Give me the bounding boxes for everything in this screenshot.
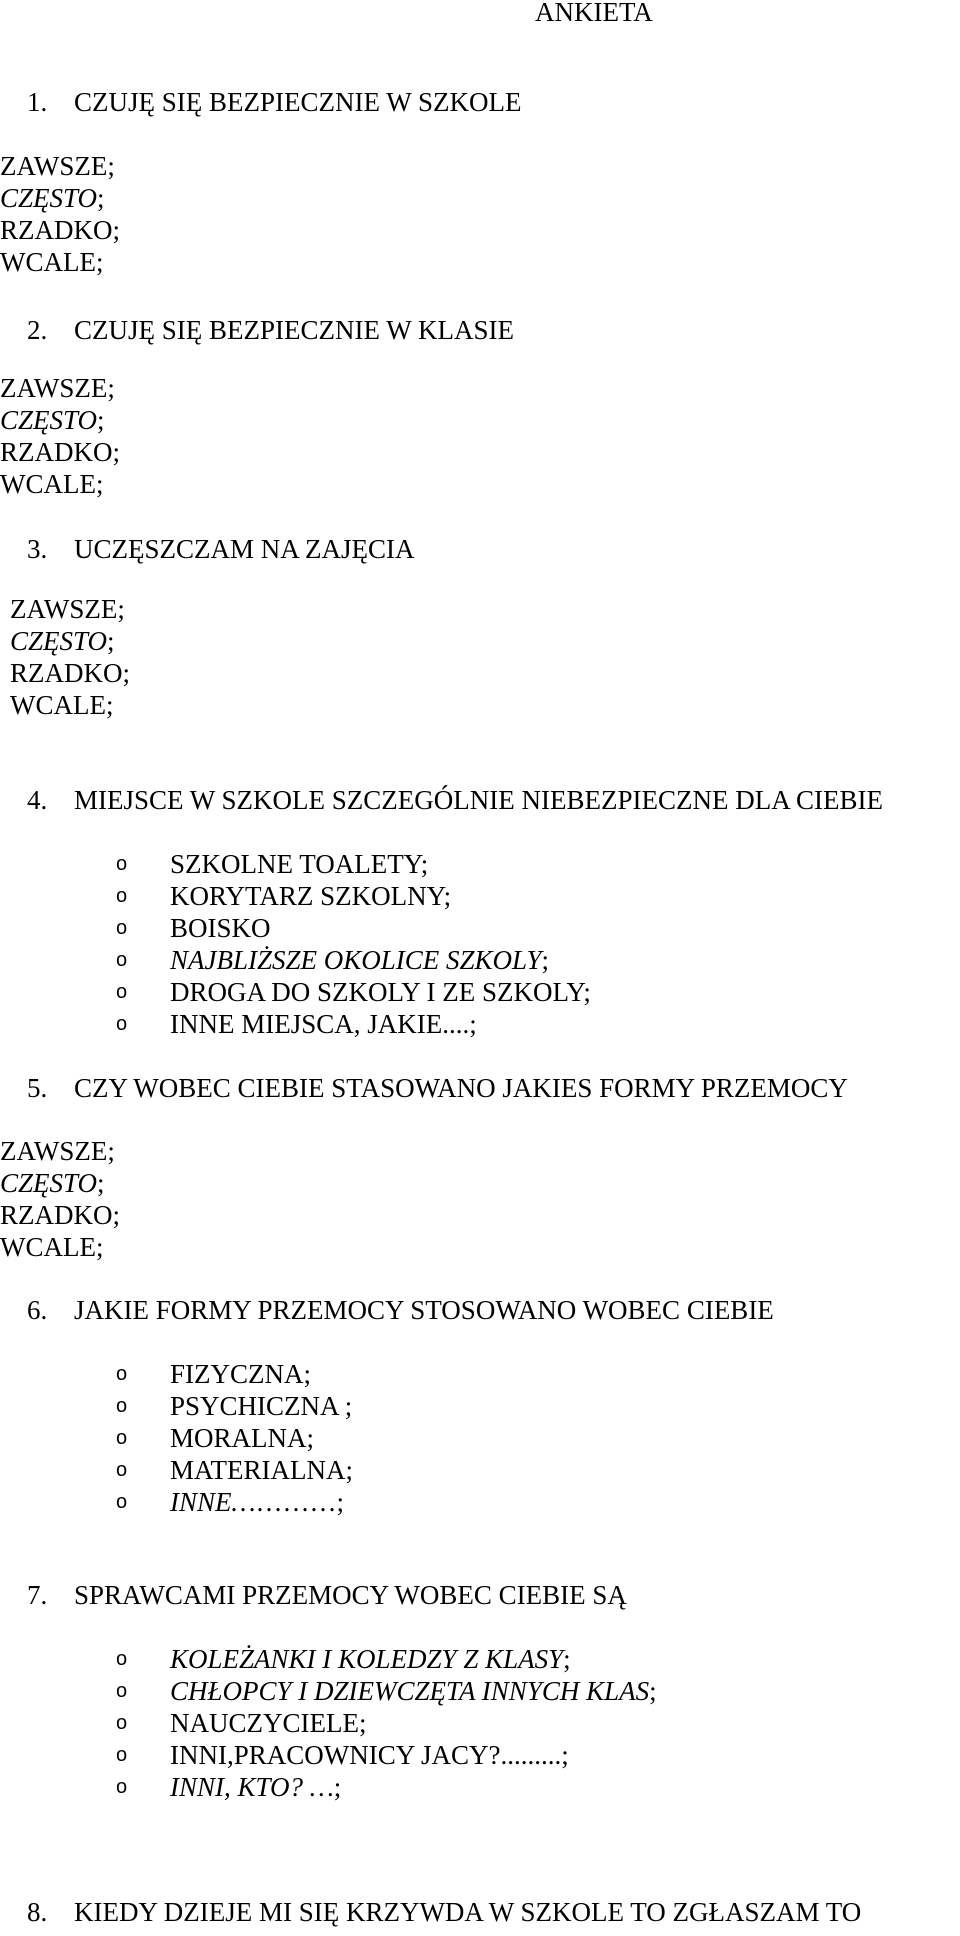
option-label: NAUCZYCIELE bbox=[170, 1708, 359, 1738]
option-text bbox=[170, 944, 549, 976]
question-number: 8. bbox=[27, 1897, 48, 1927]
option-suffix: ; bbox=[122, 658, 131, 688]
option-label: ZAWSZE bbox=[10, 594, 118, 624]
option-text bbox=[170, 1008, 477, 1040]
bullet-circle-icon: o bbox=[116, 1712, 128, 1734]
option-suffix: ; bbox=[95, 247, 104, 277]
option-label: NAJBLIŻSZE OKOLICE SZKOLY bbox=[170, 945, 542, 975]
option-suffix: ; bbox=[112, 215, 121, 245]
bullet-circle-icon: o bbox=[116, 1491, 128, 1513]
answer-option[interactable] bbox=[0, 436, 900, 468]
option-text bbox=[170, 848, 428, 880]
option-suffix: ; bbox=[112, 1200, 121, 1230]
question-text: CZUJĘ SIĘ BEZPIECZNIE W SZKOLE bbox=[74, 87, 522, 117]
answer-option[interactable] bbox=[0, 1167, 900, 1199]
bullet-circle-icon: o bbox=[116, 1395, 128, 1417]
answer-option[interactable] bbox=[0, 372, 900, 404]
option-label: ZAWSZE bbox=[0, 151, 108, 181]
option-suffix: ; bbox=[563, 1644, 571, 1674]
option-label: ZAWSZE bbox=[0, 373, 108, 403]
option-label: CZĘSTO bbox=[0, 183, 98, 213]
bullet-circle-icon: o bbox=[116, 1427, 128, 1449]
option-label: WCALE bbox=[10, 690, 106, 720]
option-label: CZĘSTO bbox=[0, 405, 98, 435]
option-text bbox=[170, 1675, 657, 1707]
option-suffix: ; bbox=[443, 881, 452, 911]
question-text: JAKIE FORMY PRZEMOCY STOSOWANO WOBEC CIEBIE bbox=[74, 1295, 774, 1325]
answer-option[interactable] bbox=[10, 625, 910, 657]
answer-option[interactable] bbox=[0, 246, 900, 278]
option-label: PSYCHICZNA bbox=[170, 1391, 339, 1421]
question-text: KIEDY DZIEJE MI SIĘ KRZYWDA W SZKOLE TO ZGŁASZAM TO bbox=[74, 1897, 862, 1927]
option-label: RZADKO bbox=[0, 1200, 113, 1230]
option-suffix: ; bbox=[469, 1009, 477, 1039]
option-suffix: ; bbox=[583, 977, 591, 1007]
option-label: RZADKO bbox=[10, 658, 123, 688]
bullet-circle-icon: o bbox=[116, 885, 128, 907]
option-label: CZĘSTO bbox=[0, 1168, 98, 1198]
option-suffix: ………; bbox=[255, 1487, 345, 1517]
bullet-circle-icon: o bbox=[116, 1680, 128, 1702]
document-title: ANKIETA bbox=[535, 0, 653, 27]
answer-option[interactable] bbox=[10, 593, 910, 625]
question-number: 7. bbox=[27, 1580, 48, 1610]
option-text bbox=[170, 1422, 314, 1454]
bullet-circle-icon: o bbox=[116, 1776, 128, 1798]
option-text bbox=[170, 1707, 367, 1739]
option-suffix: ; bbox=[420, 849, 429, 879]
bullet-circle-icon: o bbox=[116, 1013, 128, 1035]
option-suffix: ; bbox=[107, 373, 115, 403]
option-label: CZĘSTO bbox=[10, 626, 108, 656]
option-suffix: ; bbox=[107, 1136, 115, 1166]
option-suffix: ; bbox=[117, 594, 125, 624]
option-label: INNE… bbox=[170, 1487, 256, 1517]
question-number: 4. bbox=[27, 785, 48, 815]
answer-option[interactable] bbox=[0, 182, 900, 214]
option-text bbox=[170, 1643, 571, 1675]
option-label: RZADKO bbox=[0, 437, 113, 467]
option-text bbox=[170, 1390, 352, 1422]
question-text: CZUJĘ SIĘ BEZPIECZNIE W KLASIE bbox=[74, 315, 514, 345]
option-suffix: ; bbox=[333, 1772, 342, 1802]
bullet-circle-icon: o bbox=[116, 1363, 128, 1385]
question-text: UCZĘSZCZAM NA ZAJĘCIA bbox=[74, 534, 415, 564]
option-label: RZADKO bbox=[0, 215, 113, 245]
option-label: CHŁOPCY I DZIEWCZĘTA INNYCH KLAS bbox=[170, 1676, 650, 1706]
option-label: WCALE bbox=[0, 1232, 96, 1262]
option-suffix: ; bbox=[649, 1676, 657, 1706]
option-label: WCALE bbox=[0, 247, 96, 277]
option-suffix: ; bbox=[97, 183, 105, 213]
question-text: MIEJSCE W SZKOLE SZCZEGÓLNIE NIEBEZPIECZNE DLA CIEBIE bbox=[74, 785, 883, 815]
answer-option[interactable] bbox=[10, 689, 910, 721]
answer-option[interactable] bbox=[0, 214, 900, 246]
answer-option[interactable] bbox=[0, 150, 900, 182]
option-suffix: ; bbox=[358, 1708, 367, 1738]
option-text bbox=[170, 976, 591, 1008]
option-text bbox=[170, 1358, 311, 1390]
bullet-circle-icon: o bbox=[116, 1648, 128, 1670]
answer-option[interactable] bbox=[0, 1231, 900, 1263]
question-text: CZY WOBEC CIEBIE STASOWANO JAKIES FORMY PRZEMOCY bbox=[74, 1073, 848, 1103]
option-label: INNI,PRACOWNICY JACY?......... bbox=[170, 1740, 562, 1770]
option-text bbox=[170, 912, 271, 944]
option-label: KOLEŻANKI I KOLEDZY Z KLASY bbox=[170, 1644, 564, 1674]
option-suffix: ; bbox=[306, 1423, 315, 1453]
answer-option[interactable] bbox=[0, 1199, 900, 1231]
option-text bbox=[170, 880, 451, 912]
option-label: DROGA DO SZKOLY I ZE SZKOLY bbox=[170, 977, 584, 1007]
option-suffix: ; bbox=[338, 1391, 353, 1421]
bullet-circle-icon: o bbox=[116, 1744, 128, 1766]
option-text bbox=[170, 1454, 353, 1486]
option-text bbox=[170, 1739, 569, 1771]
option-text bbox=[170, 1771, 341, 1803]
bullet-circle-icon: o bbox=[116, 853, 128, 875]
option-label: KORYTARZ SZKOLNY bbox=[170, 881, 444, 911]
option-label: MATERIALNA bbox=[170, 1455, 346, 1485]
answer-option[interactable] bbox=[0, 468, 900, 500]
option-label: ZAWSZE bbox=[0, 1136, 108, 1166]
option-suffix: ; bbox=[105, 690, 114, 720]
question-number: 5. bbox=[27, 1073, 48, 1103]
option-suffix: ; bbox=[107, 151, 115, 181]
option-suffix: ; bbox=[112, 437, 121, 467]
question-text: SPRAWCAMI PRZEMOCY WOBEC CIEBIE SĄ bbox=[74, 1580, 627, 1610]
option-label: MORALNA bbox=[170, 1423, 307, 1453]
option-label: SZKOLNE TOALETY bbox=[170, 849, 421, 879]
bullet-circle-icon: o bbox=[116, 981, 128, 1003]
option-suffix: ; bbox=[107, 626, 115, 656]
option-label: FIZYCZNA bbox=[170, 1359, 304, 1389]
option-suffix: ; bbox=[541, 945, 550, 975]
option-suffix: ; bbox=[95, 1232, 104, 1262]
option-suffix: ; bbox=[97, 1168, 105, 1198]
option-suffix: ; bbox=[97, 405, 105, 435]
option-suffix: ; bbox=[303, 1359, 312, 1389]
option-suffix: ; bbox=[561, 1740, 569, 1770]
bullet-circle-icon: o bbox=[116, 1459, 128, 1481]
option-label: INNI, KTO? … bbox=[170, 1772, 334, 1802]
option-label: BOISKO bbox=[170, 913, 271, 943]
question-number: 2. bbox=[27, 315, 48, 345]
question-number: 3. bbox=[27, 534, 48, 564]
option-text bbox=[170, 1486, 344, 1518]
question-number: 6. bbox=[27, 1295, 48, 1325]
answer-option[interactable] bbox=[10, 657, 910, 689]
option-label: INNE MIEJSCA, JAKIE.... bbox=[170, 1009, 470, 1039]
bullet-circle-icon: o bbox=[116, 917, 128, 939]
answer-option[interactable] bbox=[0, 1135, 900, 1167]
option-suffix: ; bbox=[345, 1455, 354, 1485]
bullet-circle-icon: o bbox=[116, 949, 128, 971]
option-label: WCALE bbox=[0, 469, 96, 499]
question-number: 1. bbox=[27, 87, 48, 117]
option-suffix: ; bbox=[95, 469, 104, 499]
answer-option[interactable] bbox=[0, 404, 900, 436]
